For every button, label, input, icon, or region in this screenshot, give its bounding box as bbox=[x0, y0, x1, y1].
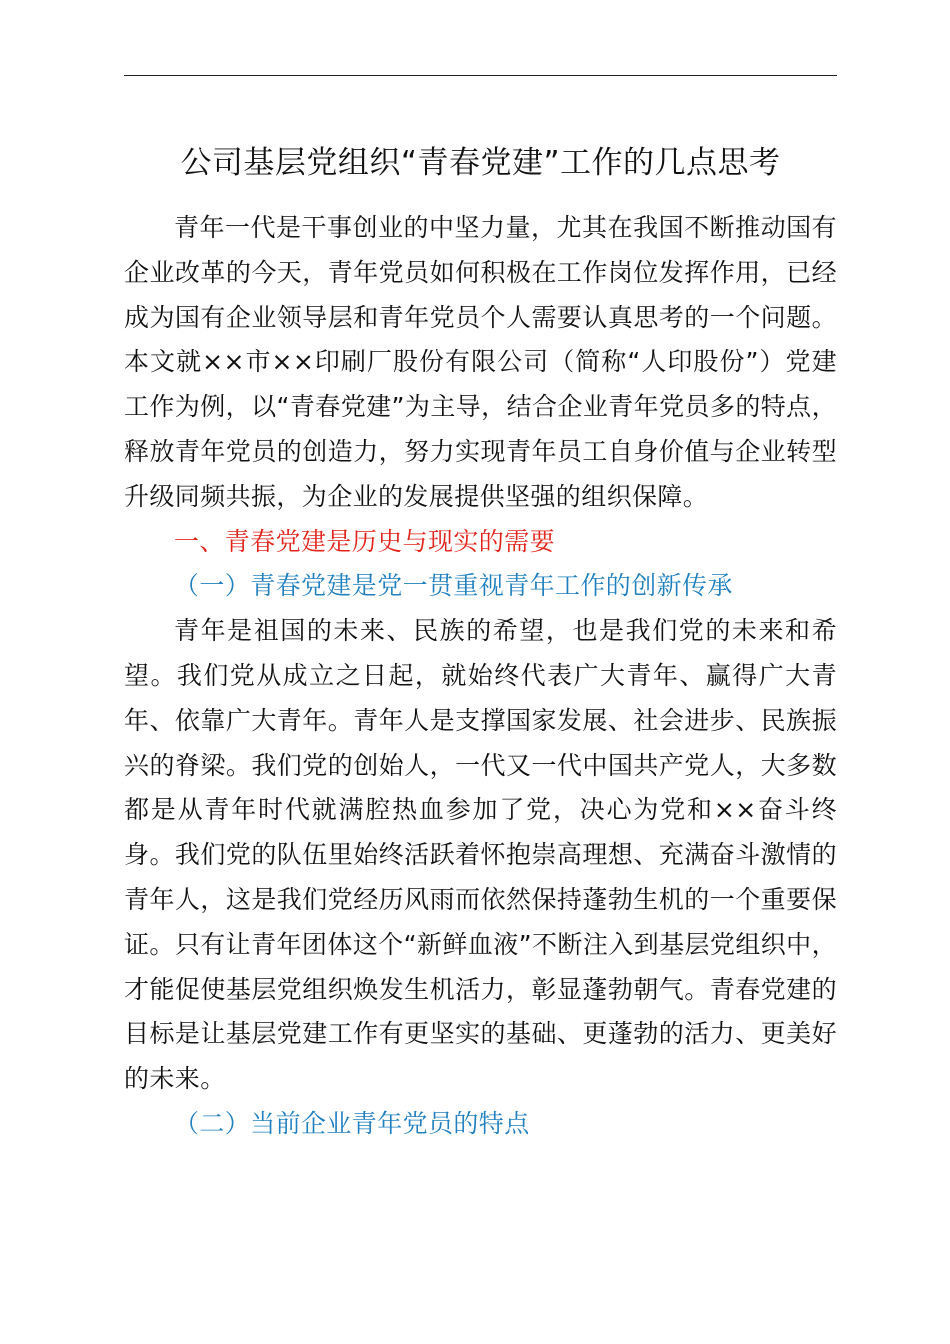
section-1-heading: 一、青春党建是历史与现实的需要 bbox=[174, 526, 556, 556]
document-body bbox=[124, 140, 837, 1147]
intro-paragraph: 青年一代是干事创业的中坚力量，尤其在我国不断推动国有企业改革的今天，青年党员如何积极在工作岗位发挥作用，已经成为国有企业领导层和青年党员个人需要认真思考的一个问题。本文就××市××印刷厂股份有限公司（简称“人印股份”）党建工作为例，以“青春党建”为主导，结合企业青年党员多的特点，释放青年党员的创造力，努力实现青年员工自身价值与企业转型升级同频共振，为企业的发展提供坚强的组织保障。 bbox=[124, 213, 837, 511]
document-title: 公司基层党组织“青春党建”工作的几点思考 bbox=[180, 145, 781, 181]
header-rule bbox=[124, 75, 837, 76]
subsection-1-paragraph: 青年是祖国的未来、民族的希望，也是我们党的未来和希望。我们党从成立之日起，就始终代表广大青年、赢得广大青年、依靠广大青年。青年人是支撑国家发展、社会进步、民族振兴的脊梁。我们党的创始人，一代又一代中国共产党人，大多数都是从青年时代就满腔热血参加了党，决心为党和××奋斗终身。我们党的队伍里始终活跃着怀抱崇高理想、充满奋斗激情的青年人，这是我们党经历风雨而依然保持蓬勃生机的一个重要保证。只有让青年团体这个“新鲜血液”不断注入到基层党组织中，才能促使基层党组织焕发生机活力，彰显蓬勃朝气。青春党建的目标是让基层党建工作有更坚实的基础、更蓬勃的活力、更美好的未来。 bbox=[124, 616, 837, 1094]
subsection-1-heading: （一）青春党建是党一贯重视青年工作的创新传承 bbox=[174, 571, 733, 601]
subsection-2-heading: （二）当前企业青年党员的特点 bbox=[174, 1108, 530, 1138]
